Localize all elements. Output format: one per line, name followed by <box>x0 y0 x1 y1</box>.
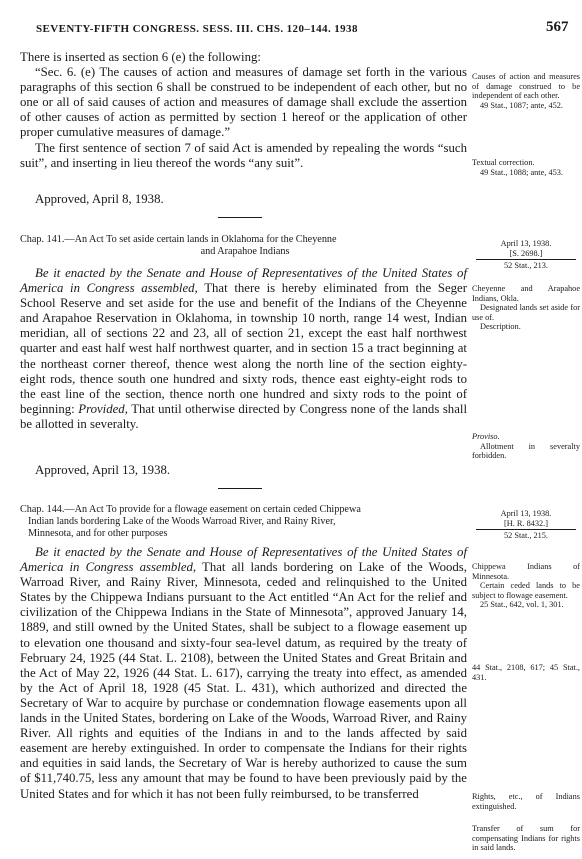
chap-141-heading <box>20 234 470 258</box>
margin-note-chippewa <box>472 562 580 610</box>
top-section <box>20 50 467 171</box>
page-number: 567 <box>546 19 569 35</box>
insert-line: There is inserted as section 6 (e) the following: <box>20 50 261 64</box>
margin-note-cheyenne-description: Description. <box>480 322 521 331</box>
margin-note-allotment: Allotment in severalty forbidden. <box>472 441 580 460</box>
running-head: SEVENTY-FIFTH CONGRESS. SESS. III. CHS. 120–144. 1938 <box>36 23 358 35</box>
margin-note-textual <box>472 158 580 177</box>
section-7-text: The first sentence of section 7 of said Act is amended by repealing the words “such suit”, and inserting in lieu thereof the words “any suit”. <box>20 140 467 170</box>
chap-144-heading <box>20 504 470 541</box>
margin-note-rights: Rights, etc., of Indians extinguished. <box>472 792 580 811</box>
margin-date-144-date: April 13, 1938. <box>500 509 552 518</box>
enacting-clause-144: Be it enacted by the Senate and House of Representatives of the United States of America in Congress assembled, <box>20 545 467 575</box>
chap-141-text-b: That until otherwise directed by Congress none of the lands shall be allotted in severalty. <box>20 401 467 431</box>
chap-144-title-line-3: Minnesota, and for other purposes <box>28 528 168 540</box>
margin-note-causes <box>472 72 580 110</box>
chap-141-text-a: That there is hereby eliminated from the Seger School Reserve and set aside for the use and benefit of the Indians of the Cheyenne and Arapahoe Reservation in Oklahoma, in township 10 north, range 14 west, Indian meridian, all of sections 22 and 23, all of section 21, except the east half northwest quarter and east half west half northwest quarter, and in section 15 a tract beginning at the northeast corner thereof, thence west along the north line of the section eighty-eight rods, thence south one hundred and sixty rods, thence east eighty-eight rods to the east line of the section, thence north one hundred and sixty rods to the point of beginning: <box>20 281 467 416</box>
margin-date-141-stat: 52 Stat., 213. <box>503 261 549 270</box>
margin-note-proviso <box>472 432 580 461</box>
approved-april-13: Approved, April 13, 1938. <box>35 463 171 477</box>
margin-date-141-date: April 13, 1938. <box>500 239 552 248</box>
chap-144-title-line-1: Chap. 144.—An Act To provide for a flowage easement on certain ceded Chippewa <box>20 504 361 515</box>
margin-note-cheyenne-title: Cheyenne and Arapahoe Indians, Okla. <box>472 284 580 303</box>
margin-date-141 <box>472 239 580 271</box>
section-divider <box>218 488 262 489</box>
margin-note-chippewa-title: Chippewa Indians of Minnesota. <box>472 562 580 581</box>
chap-141-title-line-2: and Arapahoe Indians <box>200 246 290 258</box>
chap-144-text: That all lands bordering on Lake of the Woods, Warroad River, and Rainy River, Minnesota, ceded and relinquished to the United States by the Chippewa Indians pursuant to the Act entitled “An Act for the relief and civilization of the Chippewa Indians in the State of Minnesota”, approved January 14, 1889, and still owned by the United States, shall be subject to a flowage easement up to elevation one thousand and sixty-four sea-level datum, as required by the treaty of February 24, 1925 (44 Stat. L. 2108), between the United States and Great Britain and the Act of May 22, 1926 (44 Stat. L. 617), carrying the treaty into effect, as amended by the Act of April 18, 1928 (45 Stat. L. 431), which authorized and directed the Secretary of War to acquire by purchase or condemnation flowage easements upon all lands in the United States, bordering on Lake of the Woods, Warroad River, and Rainy River. All rights and equities of the Indians in and to the lands affected by said easement are hereby extinguished. In order to compensate the Indians for their rights and equities in said lands, the Secretary of War is hereby authorized to cause the sum of $11,740.75, less any amount that may be found to have been previously paid by the United States and for which it has not been fully reimbursed, to be transferred <box>20 560 467 801</box>
margin-rule <box>476 529 576 530</box>
margin-date-144-bill: [H. R. 8432.] <box>503 518 549 528</box>
margin-note-proviso-label: Proviso. <box>472 432 500 441</box>
margin-date-144-stat: 52 Stat., 215. <box>503 531 549 540</box>
margin-note-causes-text: Causes of action and measures of damage construed to be independent of each other. <box>472 72 580 100</box>
chap-141-body <box>20 266 467 432</box>
margin-note-cheyenne-lands: Designated lands set aside for use of. <box>472 303 580 322</box>
section-6e-text: “Sec. 6. (e) The causes of action and measures of damage set forth in the various paragraphs of this section 6 shall be construed to be independent of each other, but no one or all of said causes of action and measures of damage shall exclude the assertion of other causes of action as permitted by section 1 hereof or the application of other proper cumulative measures of damage.” <box>20 65 467 140</box>
margin-note-chippewa-citation: 25 Stat., 642, vol. 1, 301. <box>480 600 564 609</box>
margin-note-transfer: Transfer of sum for compensating Indians for rights in said lands. <box>472 824 580 852</box>
margin-note-cheyenne <box>472 284 580 332</box>
margin-date-144 <box>472 509 580 541</box>
margin-note-stat-44: 44 Stat., 2108, 617; 45 Stat., 431. <box>472 663 580 682</box>
proviso-word: Provided, <box>78 401 128 416</box>
chap-144-title-line-2: Indian lands bordering Lake of the Woods Warroad River, and Rainy River, <box>28 516 336 528</box>
margin-note-chippewa-easement: Certain ceded lands to be subject to flowage easement. <box>472 581 580 600</box>
margin-date-141-bill: [S. 2698.] <box>509 248 543 258</box>
chap-144-body <box>20 545 467 802</box>
approved-april-8: Approved, April 8, 1938. <box>35 192 164 206</box>
section-divider <box>218 217 262 218</box>
margin-rule <box>476 259 576 260</box>
margin-note-causes-citation: 49 Stat., 1087; ante, 452. <box>480 100 563 110</box>
margin-note-textual-citation: 49 Stat., 1088; ante, 453. <box>480 167 563 177</box>
chap-141-title-line-1: Chap. 141.—An Act To set aside certain lands in Oklahoma for the Cheyenne <box>20 234 337 245</box>
margin-note-textual-text: Textual correction. <box>472 158 535 167</box>
enacting-clause-141: Be it enacted by the Senate and House of Representatives of the United States of America in Congress assembled, <box>20 266 467 296</box>
